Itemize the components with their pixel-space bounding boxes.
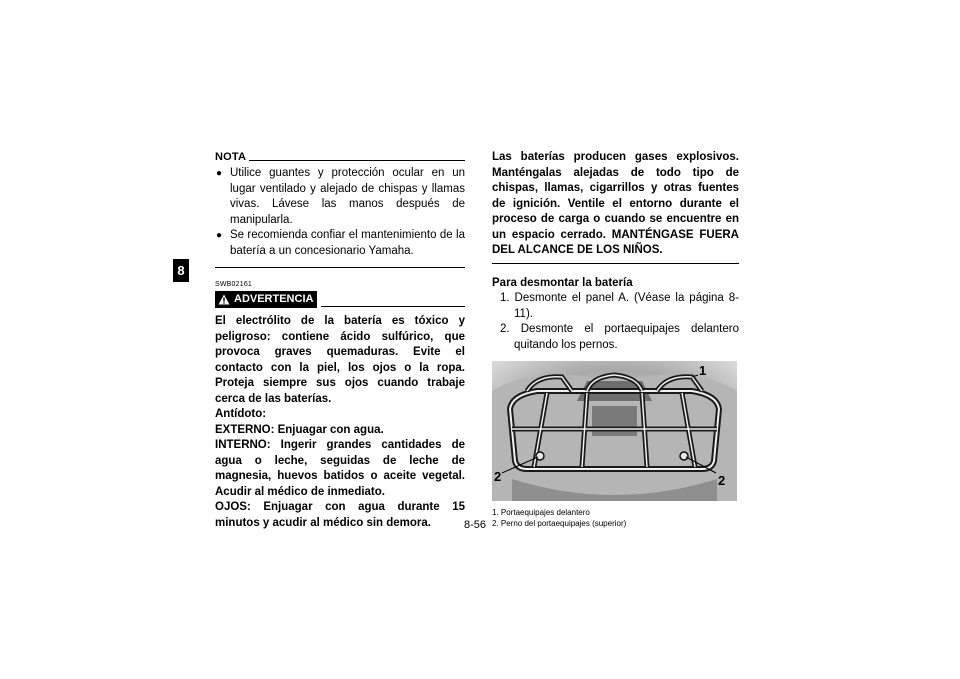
warning-antidote-heading: Antídoto: — [215, 408, 267, 420]
front-carrier-photo — [492, 361, 737, 501]
warning-external: EXTERNO: Enjuagar con agua. — [215, 423, 384, 436]
figure-callout-1: 1 — [699, 363, 707, 378]
warning-code: SWB02161 — [215, 281, 253, 288]
warning-eyes: OJOS: Enjuagar con agua durante 15 minutos y acudir al médico sin demora. — [215, 501, 465, 529]
figure-callout-2-left: 2 — [494, 469, 502, 484]
warning-triangle-icon — [218, 294, 230, 305]
warning-internal: INTERNO: Ingerir grandes cantidades de agua o leche, seguidas de leche de magnesia, huevos batidos o aceite vegetal. Acudir al médico de inmediato. — [215, 439, 465, 498]
warning-header — [215, 291, 465, 308]
figure-captions — [492, 507, 739, 529]
figure-caption-2: 2. Perno del portaequipajes (superior) — [492, 519, 627, 528]
chapter-tab: 8 — [173, 259, 189, 282]
right-column — [492, 150, 739, 529]
warning-paragraph-1: El electrólito de la batería es tóxico y peligroso: contiene ácido sulfúrico, que provoca graves quemaduras. Evite el contacto con la piel, los ojos o la ropa. Proteja siempre sus ojos cuando trabaje cerca de las baterías. — [215, 315, 465, 405]
note-bullet-1: ● Utilice guantes y protección ocular en un lugar ventilado y alejado de chispas y llamas vivas. Lávese las manos después de manipularla. — [215, 166, 465, 228]
warning-badge — [215, 291, 317, 308]
note-header — [215, 150, 465, 164]
figure-callout-2-right: 2 — [718, 473, 726, 488]
procedure-steps — [492, 291, 739, 353]
page-number: 8-56 — [464, 519, 487, 531]
note-label: NOTA — [215, 151, 247, 163]
note-bullet-2: ● Se recomienda confiar el mantenimiento de la batería a un concesionario Yamaha. — [215, 228, 465, 259]
warning-body — [215, 314, 465, 531]
warning-end-rule — [492, 263, 739, 264]
procedure-title: Para desmontar la batería — [492, 276, 633, 289]
warning-label: ADVERTENCIA — [234, 293, 314, 305]
procedure-step-2: 2. Desmonte el portaequipajes delantero quitando los pernos. — [500, 323, 739, 351]
figure-caption-1: 1. Portaequipajes delantero — [492, 508, 590, 517]
warning-continued: Las baterías producen gases explosivos. Manténgalas alejadas de todo tipo de chispas, llamas, cigarrillos y otras fuentes de ignición. Ventile el entorno durante el proceso de carga o cuando se encuentre en un espacio cerrado. MANTÉNGASE FUERA DEL ALCANCE DE LOS NIÑOS. — [492, 151, 739, 256]
note-header-rule — [249, 160, 465, 161]
note-bullet-list — [215, 166, 465, 259]
procedure-step-1: 1. Desmonte el panel A. (Véase la página 8-11). — [500, 292, 739, 320]
front-carrier-figure — [492, 361, 737, 501]
left-column — [215, 150, 465, 531]
note-end-rule — [215, 267, 465, 268]
warning-header-rule — [321, 306, 465, 307]
